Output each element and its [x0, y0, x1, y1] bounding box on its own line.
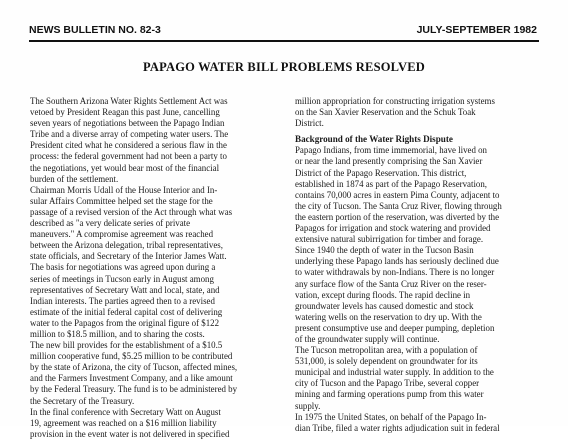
text-line: between the Arizona delegation, tribal representatives,: [30, 240, 223, 251]
text-line: groundwater levels has caused domestic and stock: [295, 300, 474, 311]
text-line: sular Affairs Committee helped set the stage for the: [30, 195, 213, 206]
text-line: of the groundwater supply will continue.: [295, 333, 440, 344]
text-line: present consumptive use and deeper pumping, depletion: [295, 322, 495, 333]
text-line: on the San Xavier Reservation and the Schuk Toak: [295, 107, 476, 118]
text-line: or near the land presently comprising the San Xavier: [295, 156, 483, 167]
text-line: District of the Papago Reservation. This district,: [295, 167, 467, 178]
text-line: maneuvers." A compromise agreement was reached: [30, 229, 214, 240]
text-line: representatives of Secretary Watt and local, state, and: [30, 284, 220, 295]
text-line: estimate of the initial federal capital cost of delivering: [30, 306, 223, 317]
text-line: The Southern Arizona Water Rights Settlement Act was: [30, 96, 228, 106]
text-line: dian Tribe, filed a water rights adjudication suit in federal: [295, 422, 500, 433]
bulletin-header: [29, 24, 537, 38]
text-line: seven years of negotiations between the Papago Indian: [30, 118, 225, 129]
text-line: 19, agreement was reached on a $16 million liability: [30, 417, 217, 428]
text-line: established in 1874 as part of the Papago Reservation,: [295, 178, 487, 189]
text-line: by the state of Arizona, the city of Tucson, affected mines,: [30, 362, 238, 373]
text-line: series of meetings in Tucson early in August among: [30, 273, 214, 284]
text-line: and the Farmers Investment Company, and a like amount: [30, 373, 233, 384]
text-line: the eastern portion of the reservation, was diverted by the: [295, 211, 500, 222]
text-line: by the Federal Treasury. The fund is to be administered by: [30, 384, 238, 395]
text-line: described as "a very delicate series of private: [30, 218, 191, 229]
text-line: vation, except during floods. The rapid decline in: [295, 289, 471, 300]
text-line: vetoed by President Reagan this past June, cancelling: [30, 107, 220, 118]
text-line: water to the Papagos from the original figure of $122: [30, 317, 220, 328]
text-line: supply.: [295, 400, 321, 411]
text-line: million to $18.5 million, and to sharing the costs.: [30, 328, 205, 339]
text-line: Papagos for irrigation and stock watering and provided: [295, 223, 491, 234]
left-column: [30, 96, 274, 440]
text-line: the negotiations, yet would bear most of the financial: [30, 162, 220, 173]
text-line: million cooperative fund, $5.25 million to be contributed: [30, 351, 233, 362]
text-line: contains 70,000 acres in eastern Pima County, adjacent to: [295, 189, 500, 200]
text-line: to water withdrawals by non-Indians. There is no longer: [295, 267, 495, 278]
text-line: The basis for negotiations was agreed upon during a: [30, 262, 216, 273]
text-line: Since 1940 the depth of water in the Tucson Basin: [295, 245, 474, 256]
text-line: Papago Indians, from time immemorial, have lived on: [295, 145, 487, 156]
text-line: burden of the settlement.: [30, 173, 119, 184]
header-rule: [29, 40, 539, 42]
text-line: state officials, and Secretary of the Interior James Watt.: [30, 251, 227, 262]
text-line: million appropriation for constructing irrigation systems: [295, 96, 495, 106]
text-line: extensive natural subirrigation for timber and forage.: [295, 234, 484, 245]
text-line: In 1975 the United States, on behalf of the Papago In-: [295, 411, 487, 422]
text-line: In the final conference with Secretary Watt on August: [30, 406, 221, 417]
article-title: PAPAGO WATER BILL PROBLEMS RESOLVED: [142, 60, 426, 74]
text-line: Tribe and a diverse array of competing water users. The: [30, 129, 229, 140]
text-line: the city of Tucson. The Santa Cruz River, flowing through: [295, 200, 502, 211]
section-subhead: Background of the Water Rights Dispute: [295, 134, 453, 145]
text-line: Indian interests. The parties agreed then to a revised: [30, 295, 215, 306]
text-line: District.: [295, 118, 324, 129]
right-column: [295, 96, 539, 434]
text-line: mining and farming operations pump from this water: [295, 389, 484, 400]
bulletin-date: JULY-SEPTEMBER 1982: [416, 24, 537, 36]
text-line: watering wells on the reservation to dry up. With the: [295, 311, 482, 322]
text-line: passage of a revised version of the Act through what was: [30, 206, 233, 217]
text-line: 531,000, is solely dependent on groundwater for its: [295, 356, 478, 367]
text-line: The new bill provides for the establishment of a $10.5: [30, 340, 223, 351]
text-line: municipal and industrial water supply. In addition to the: [295, 367, 494, 378]
text-line: Chairman Morris Udall of the House Interior and In-: [30, 184, 218, 195]
text-line: provision in the event water is not delivered in specified: [30, 428, 230, 439]
bulletin-number: NEWS BULLETIN NO. 82-3: [29, 24, 161, 36]
text-line: The Tucson metropolitan area, with a population of: [295, 345, 478, 356]
text-line: any surface flow of the Santa Cruz River on the reser-: [295, 278, 487, 289]
text-line: President cited what he considered a serious flaw in the: [30, 140, 227, 151]
text-line: the Secretary of the Treasury.: [30, 395, 135, 406]
text-line: underlying these Papago lands has seriously declined due: [295, 256, 499, 267]
text-line: city of Tucson and the Papago Tribe, several copper: [295, 378, 480, 389]
text-line: process: the federal government had not been a party to: [30, 151, 227, 162]
